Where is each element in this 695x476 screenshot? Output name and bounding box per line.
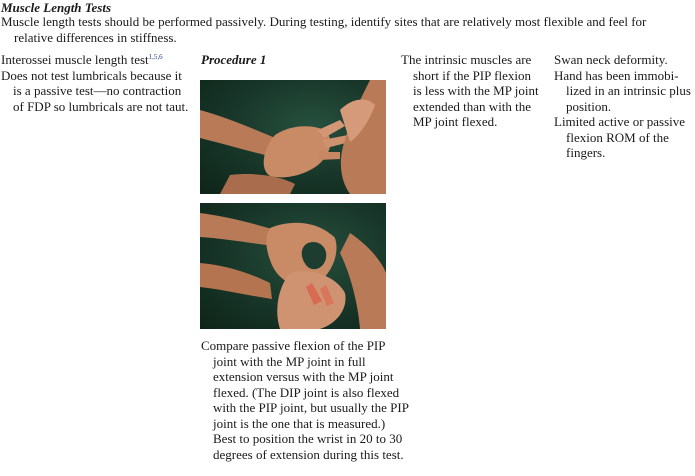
procedure-photo-1 bbox=[200, 80, 386, 194]
section-intro bbox=[1, 14, 691, 46]
intro-line-1: Muscle length tests should be performed passively. During testing, identify sites that are relatively most flexible and feel for bbox=[1, 14, 647, 29]
test-name bbox=[1, 52, 189, 68]
indication-item: Swan neck deformity. bbox=[554, 52, 668, 67]
test-name-text: Interossei muscle length test bbox=[1, 52, 149, 67]
procedure-column bbox=[201, 52, 391, 80]
interpretation-text: The intrinsic muscles are short if the PIP flexion is less with the MP joint extended than with the MP joint flexed. bbox=[401, 52, 539, 129]
indication-item: Limited active or passive flexion ROM of the fingers. bbox=[554, 114, 686, 160]
test-references[interactable]: 1,5,6 bbox=[148, 53, 163, 61]
section-title: Muscle Length Tests bbox=[1, 0, 112, 15]
indications-column bbox=[554, 52, 694, 161]
indication-item: Hand has been immobilized in an intrinsic plus position. bbox=[554, 67, 691, 114]
hands-photo-illustration-2 bbox=[200, 203, 386, 329]
procedure-caption: Compare passive flexion of the PIP joint with the MP joint in full extension versus with the MP joint flexed. (The DIP joint is also flexed with the PIP joint, but usually the PIP joint is the one that is measured.) Best to position the wrist in 20 to 30 degrees of extension during this test. bbox=[201, 338, 409, 462]
hands-photo-illustration-1 bbox=[200, 80, 386, 194]
procedure-label: Procedure 1 bbox=[201, 52, 267, 67]
interpretation-column bbox=[401, 52, 541, 130]
intro-line-2: relative differences in stiffness. bbox=[14, 30, 177, 45]
test-column bbox=[1, 52, 189, 114]
test-note: Does not test lumbricals because it is a passive test—no contraction of FDP so lumbricals are not taut. bbox=[1, 67, 189, 114]
procedure-photo-2 bbox=[200, 203, 386, 329]
